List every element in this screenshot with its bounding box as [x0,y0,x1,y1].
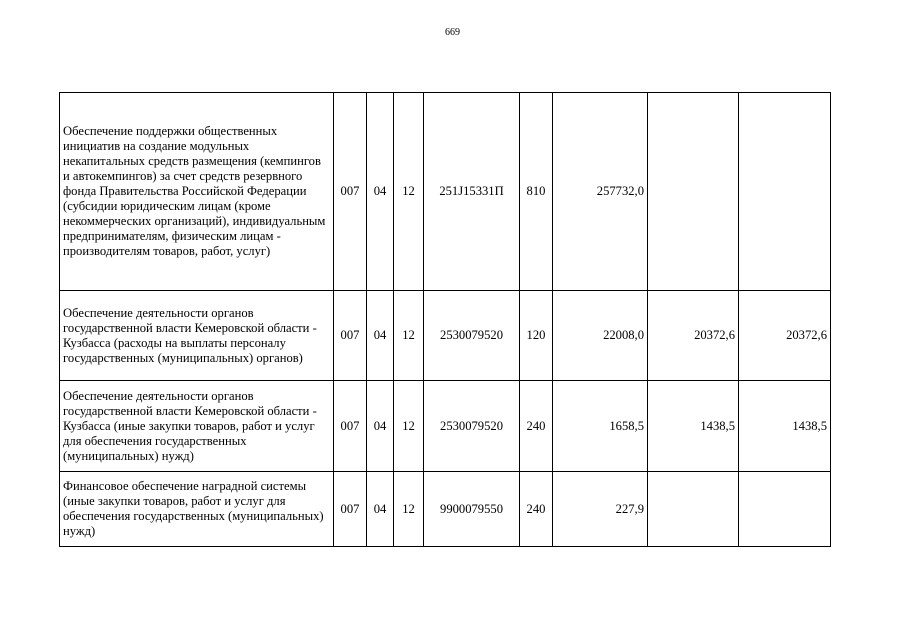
target-article-cell: 2530079520 [424,381,520,472]
expense-name-cell: Обеспечение поддержки общественных инициатив на создание модульных некапитальных средств размещения (кемпингов и автокемпингов) за счет средств резервного фонда Правительства Российской Федерации (субсидии юридическим лицам (кроме некоммерческих организаций), индивидуальным предпринимателям, физическим лицам - производителям товаров, работ, услуг) [60,93,334,291]
amount-year-2-cell: 1438,5 [648,381,739,472]
amount-year-1-cell: 227,9 [553,472,648,547]
amount-year-2-cell [648,93,739,291]
amount-year-2-cell [648,472,739,547]
ministry-code-cell: 007 [334,381,367,472]
ministry-code-cell: 007 [334,472,367,547]
amount-year-1-cell: 257732,0 [553,93,648,291]
subsection-code-cell: 12 [394,93,424,291]
amount-year-3-cell [739,93,831,291]
budget-table [59,92,831,547]
subsection-code-cell: 12 [394,381,424,472]
section-code-cell: 04 [367,291,394,381]
section-code-cell: 04 [367,381,394,472]
expense-type-cell: 240 [520,381,553,472]
page-number: 669 [445,27,460,38]
table-row [60,93,831,291]
ministry-code-cell: 007 [334,93,367,291]
table-row [60,381,831,472]
amount-year-3-cell: 20372,6 [739,291,831,381]
amount-year-3-cell: 1438,5 [739,381,831,472]
target-article-cell: 9900079550 [424,472,520,547]
table-row [60,472,831,547]
expense-type-cell: 810 [520,93,553,291]
subsection-code-cell: 12 [394,472,424,547]
amount-year-3-cell [739,472,831,547]
target-article-cell: 2530079520 [424,291,520,381]
amount-year-1-cell: 22008,0 [553,291,648,381]
expense-name-cell: Обеспечение деятельности органов государственной власти Кемеровской области - Кузбасса (иные закупки товаров, работ и услуг для обеспечения государственных (муниципальных) нужд) [60,381,334,472]
subsection-code-cell: 12 [394,291,424,381]
amount-year-1-cell: 1658,5 [553,381,648,472]
section-code-cell: 04 [367,472,394,547]
target-article-cell: 251J15331П [424,93,520,291]
expense-name-cell: Обеспечение деятельности органов государственной власти Кемеровской области - Кузбасса (расходы на выплаты персоналу государственных (муниципальных) органов) [60,291,334,381]
section-code-cell: 04 [367,93,394,291]
ministry-code-cell: 007 [334,291,367,381]
expense-name-cell: Финансовое обеспечение наградной системы (иные закупки товаров, работ и услуг для обеспечения государственных (муниципальных) нужд) [60,472,334,547]
expense-type-cell: 120 [520,291,553,381]
table-row [60,291,831,381]
amount-year-2-cell: 20372,6 [648,291,739,381]
expense-type-cell: 240 [520,472,553,547]
